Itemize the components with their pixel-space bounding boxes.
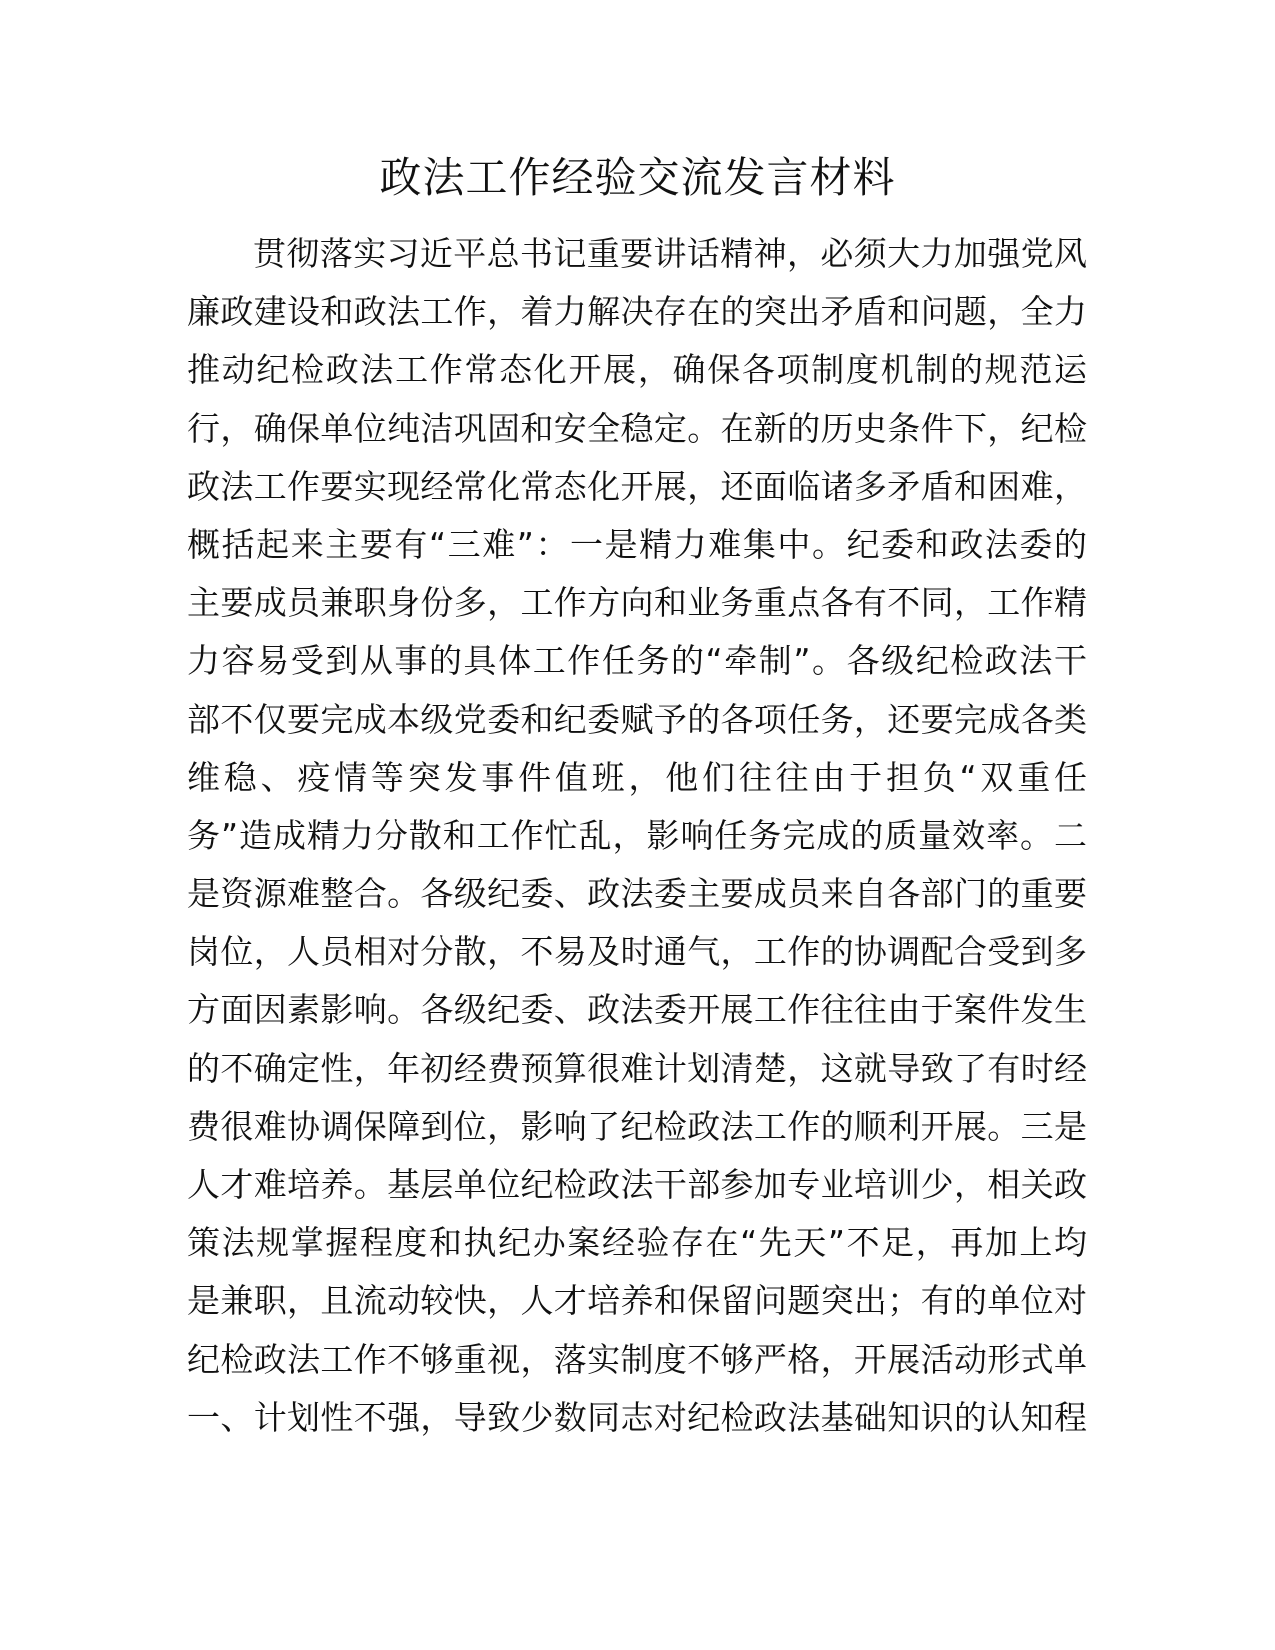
- body-line: 力容易受到从事的具体工作任务的“牵制”。各级纪检政法干: [187, 641, 1087, 681]
- body-line: 行，确保单位纯洁巩固和安全稳定。在新的历史条件下，纪检: [187, 408, 1087, 448]
- body-line: 廉政建设和政法工作，着力解决存在的突出矛盾和问题，全力: [187, 292, 1087, 332]
- body-line: 方面因素影响。各级纪委、政法委开展工作往往由于案件发生: [187, 990, 1087, 1030]
- body-line: 的不确定性，年初经费预算很难计划清楚，这就导致了有时经: [187, 1048, 1087, 1088]
- body-line: 费很难协调保障到位，影响了纪检政法工作的顺利开展。三是: [187, 1106, 1087, 1146]
- body-line: 概括起来主要有“三难”：一是精力难集中。纪委和政法委的: [187, 524, 1087, 564]
- body-line: 务”造成精力分散和工作忙乱，影响任务完成的质量效率。二: [187, 815, 1087, 855]
- body-line: 政法工作要实现经常化常态化开展，还面临诸多矛盾和困难，: [187, 466, 1087, 506]
- body-line: 人才难培养。基层单位纪检政法干部参加专业培训少，相关政: [187, 1165, 1087, 1204]
- body-line: 岗位，人员相对分散，不易及时通气，工作的协调配合受到多: [187, 932, 1087, 972]
- document-title: 政法工作经验交流发言材料: [379, 153, 896, 202]
- body-line: 一、计划性不强，导致少数同志对纪检政法基础知识的认知程: [187, 1397, 1087, 1437]
- body-line: 部不仅要完成本级党委和纪委赋予的各项任务，还要完成各类: [187, 699, 1087, 739]
- body-line: 贯彻落实习近平总书记重要讲话精神，必须大力加强党风: [253, 234, 1087, 273]
- body-line: 策法规掌握程度和执纪办案经验存在“先天”不足，再加上均: [187, 1223, 1087, 1263]
- body-line: 推动纪检政法工作常态化开展，确保各项制度机制的规范运: [187, 350, 1087, 390]
- body-line: 是兼职，且流动较快，人才培养和保留问题突出；有的单位对: [187, 1281, 1087, 1321]
- body-line: 维稳、疫情等突发事件值班，他们往往由于担负“双重任: [187, 757, 1087, 797]
- body-line: 纪检政法工作不够重视，落实制度不够严格，开展活动形式单: [187, 1339, 1087, 1379]
- document-body: [187, 225, 1087, 1447]
- body-line: 主要成员兼职身份多，工作方向和业务重点各有不同，工作精: [187, 583, 1087, 623]
- body-line: 是资源难整合。各级纪委、政法委主要成员来自各部门的重要: [187, 874, 1087, 914]
